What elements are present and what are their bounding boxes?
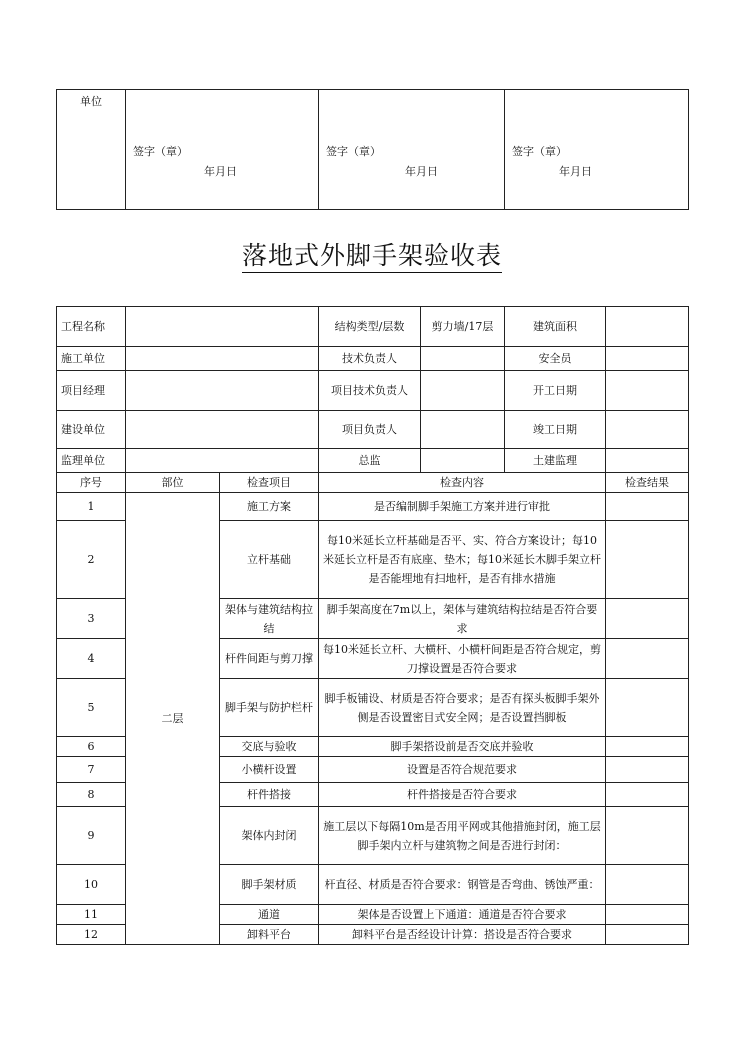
- project-name-value[interactable]: [126, 307, 319, 347]
- signature-cell-2[interactable]: [319, 90, 505, 210]
- table-row: [57, 493, 689, 521]
- row-no: 7: [57, 757, 126, 783]
- row-result[interactable]: [606, 865, 689, 905]
- pm-value[interactable]: [126, 371, 319, 411]
- signature-label: 签字（章）: [133, 145, 188, 158]
- tech-lead-label: 技术负责人: [319, 347, 421, 371]
- header-content: 检查内容: [319, 473, 606, 493]
- project-lead-label: 项目负责人: [319, 411, 421, 449]
- row-content: 是否编制脚手架施工方案并进行审批: [319, 493, 606, 521]
- row-result[interactable]: [606, 599, 689, 639]
- row-content: 设置是否符合规范要求: [319, 757, 606, 783]
- chief-label: 总监: [319, 449, 421, 473]
- row-item: 脚手架材质: [220, 865, 319, 905]
- row-item: 杆件搭接: [220, 783, 319, 807]
- signature-cell-3[interactable]: [505, 90, 689, 210]
- date-label: 年月日: [405, 165, 438, 178]
- row-content: 脚手架搭设前是否交底并验收: [319, 737, 606, 757]
- row-item: 立杆基础: [220, 521, 319, 599]
- row-result[interactable]: [606, 783, 689, 807]
- info-row: [57, 411, 689, 449]
- row-item: 杆件间距与剪刀撑: [220, 639, 319, 679]
- row-content: 杆件搭接是否符合要求: [319, 783, 606, 807]
- row-no: 6: [57, 737, 126, 757]
- row-no: 4: [57, 639, 126, 679]
- project-name-label: 工程名称: [57, 307, 126, 347]
- signature-cell-1[interactable]: [126, 90, 319, 210]
- unit-label: 单位: [57, 90, 126, 210]
- date-label: 年月日: [204, 165, 237, 178]
- project-tech-lead-label: 项目技术负责人: [319, 371, 421, 411]
- row-no: 8: [57, 783, 126, 807]
- row-result[interactable]: [606, 807, 689, 865]
- row-no: 12: [57, 925, 126, 945]
- chief-value[interactable]: [421, 449, 505, 473]
- row-item: 架体内封闭: [220, 807, 319, 865]
- row-no: 10: [57, 865, 126, 905]
- row-no: 3: [57, 599, 126, 639]
- info-row: [57, 449, 689, 473]
- row-item: 架体与建筑结构拉结: [220, 599, 319, 639]
- row-no: 11: [57, 905, 126, 925]
- contractor-label: 施工单位: [57, 347, 126, 371]
- row-content: 每10米延长立杆基础是否平、实、符合方案设计；每10米延长立杆是否有底座、垫木；每10米延长木脚手架立杆是否能埋地有扫地杆，是否有排水措施: [319, 521, 606, 599]
- row-result[interactable]: [606, 639, 689, 679]
- owner-value[interactable]: [126, 411, 319, 449]
- column-header-row: [57, 473, 689, 493]
- start-date-label: 开工日期: [505, 371, 606, 411]
- structure-label: 结构类型/层数: [319, 307, 421, 347]
- tech-lead-value[interactable]: [421, 347, 505, 371]
- row-item: 通道: [220, 905, 319, 925]
- row-no: 9: [57, 807, 126, 865]
- info-row: [57, 347, 689, 371]
- row-no: 2: [57, 521, 126, 599]
- info-row: [57, 307, 689, 347]
- row-content: 杆直径、材质是否符合要求：钢管是否弯曲、锈蚀严重：: [319, 865, 606, 905]
- row-result[interactable]: [606, 493, 689, 521]
- header-no: 序号: [57, 473, 126, 493]
- info-row: [57, 371, 689, 411]
- part-cell: 二层: [126, 493, 220, 945]
- row-item: 交底与验收: [220, 737, 319, 757]
- pm-label: 项目经理: [57, 371, 126, 411]
- project-lead-value[interactable]: [421, 411, 505, 449]
- row-result[interactable]: [606, 521, 689, 599]
- row-content: 架体是否设置上下通道：通道是否符合要求: [319, 905, 606, 925]
- civil-label: 土建监理: [505, 449, 606, 473]
- unit-signature-table: [56, 89, 689, 210]
- area-label: 建筑面积: [505, 307, 606, 347]
- header-item: 检查项目: [220, 473, 319, 493]
- project-tech-lead-value[interactable]: [421, 371, 505, 411]
- row-result[interactable]: [606, 679, 689, 737]
- inspection-table: [56, 306, 689, 945]
- finish-date-label: 竣工日期: [505, 411, 606, 449]
- row-item: 脚手架与防护栏杆: [220, 679, 319, 737]
- row-item: 施工方案: [220, 493, 319, 521]
- safety-value[interactable]: [606, 347, 689, 371]
- header-result: 检查结果: [606, 473, 689, 493]
- start-date-value[interactable]: [606, 371, 689, 411]
- owner-label: 建设单位: [57, 411, 126, 449]
- row-content: 施工层以下每隔10m是否用平网或其他措施封闭，施工层脚手架内立杆与建筑物之间是否进行封闭：: [319, 807, 606, 865]
- supervision-label: 监理单位: [57, 449, 126, 473]
- structure-value[interactable]: 剪力墙/17层: [421, 307, 505, 347]
- page-title: 落地式外脚手架验收表: [0, 236, 744, 272]
- row-no: 5: [57, 679, 126, 737]
- signature-label: 签字（章）: [326, 145, 381, 158]
- row-result[interactable]: [606, 925, 689, 945]
- date-label: 年月日: [559, 165, 592, 178]
- row-content: 脚手架高度在7m以上，架体与建筑结构拉结是否符合要求: [319, 599, 606, 639]
- row-item: 卸料平台: [220, 925, 319, 945]
- safety-label: 安全员: [505, 347, 606, 371]
- civil-value[interactable]: [606, 449, 689, 473]
- row-no: 1: [57, 493, 126, 521]
- row-item: 小横杆设置: [220, 757, 319, 783]
- contractor-value[interactable]: [126, 347, 319, 371]
- row-result[interactable]: [606, 757, 689, 783]
- header-part: 部位: [126, 473, 220, 493]
- finish-date-value[interactable]: [606, 411, 689, 449]
- area-value[interactable]: [606, 307, 689, 347]
- supervision-value[interactable]: [126, 449, 319, 473]
- row-result[interactable]: [606, 905, 689, 925]
- row-content: 每10米延长立杆、大横杆、小横杆间距是否符合规定，剪刀撑设置是否符合要求: [319, 639, 606, 679]
- row-content: 卸料平台是否经设计计算：搭设是否符合要求: [319, 925, 606, 945]
- signature-label: 签字（章）: [512, 145, 567, 158]
- row-content: 脚手板铺设、材质是否符合要求；是否有探头板脚手架外侧是否设置密目式安全网；是否设置挡脚板: [319, 679, 606, 737]
- row-result[interactable]: [606, 737, 689, 757]
